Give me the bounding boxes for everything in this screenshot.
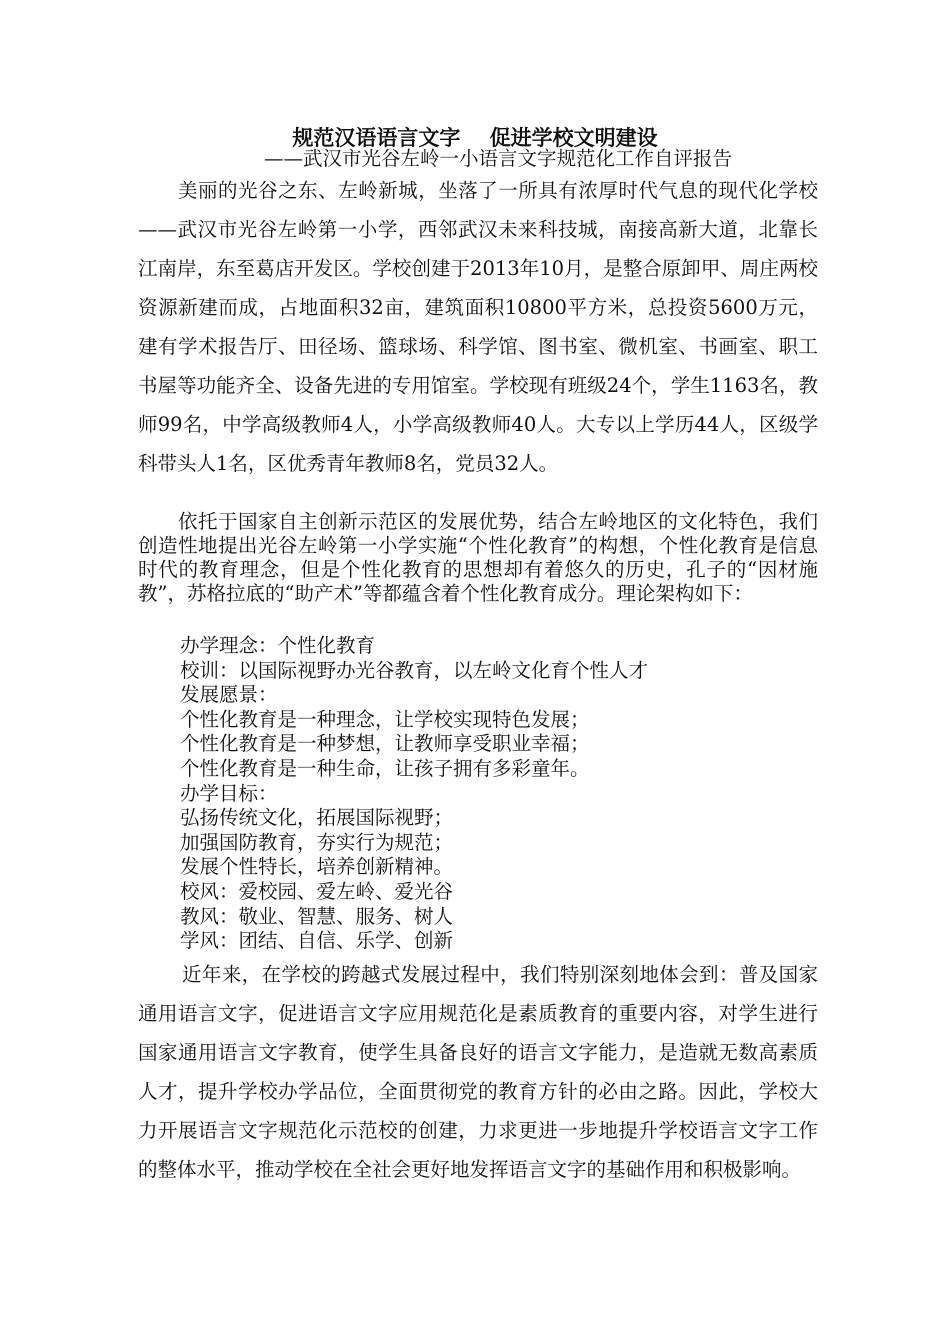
list-item: 校风：爱校园、爱左岭、爱光谷 (180, 879, 454, 903)
document-title: 规范汉语语言文字 促进学校文明建设 (292, 126, 658, 150)
document-subtitle: ——武汉市光谷左岭一小语言文字规范化工作自评报告 (264, 147, 733, 170)
list-item: 学风：团结、自信、乐学、创新 (180, 929, 454, 953)
list-item: 教风：敬业、智慧、服务、树人 (180, 904, 454, 928)
list-item: 个性化教育是一种理念，让学校实现特色发展； (180, 707, 590, 731)
list-item: 个性化教育是一种生命，让孩子拥有多彩童年。 (180, 756, 590, 780)
list-item: 弘扬传统文化，拓展国际视野； (180, 806, 454, 830)
list-item: 发展个性特长，培养创新精神。 (180, 855, 454, 879)
list-item: 办学理念：个性化教育 (180, 634, 376, 657)
paragraph-language-standardization: 近年来，在学校的跨越式发展过程中，我们特别深刻地体会到：普及国家通用语言文字，促进语言文字应用规范化是素质教育的重要内容，对学生进行国家通用语言文字教育，使学生具备良好的语言文字能力，是造就无数高素质人才，提升学校办学品位，全面贯彻党的教育方针的必由之路。因此，学校大力开展语言文字规范化示范校的创建，力求更进一步地提升学校语言文字工作的整体水平，推动学校在全社会更好地发挥语言文字的基础作用和积极影响。 (138, 963, 818, 1181)
list-item: 加强国防教育，夯实行为规范； (180, 830, 454, 854)
list-item: 校训：以国际视野办光谷教育，以左岭文化育个性人才 (180, 658, 649, 682)
paragraph-personalized-education: 依托于国家自主创新示范区的发展优势，结合左岭地区的文化特色，我们创造性地提出光谷左岭第一小学实施“个性化教育”的构想，个性化教育是信息时代的教育理念，但是个性化教育的思想却有着悠久的历史，孔子的“因材施教”，苏格拉底的“助产术”等都蕴含着个性化教育成分。理论架构如下： (138, 510, 818, 605)
theory-framework-list (180, 634, 648, 954)
list-item: 办学目标： (180, 781, 278, 805)
list-item: 个性化教育是一种梦想，让教师享受职业幸福； (180, 732, 590, 756)
list-item: 发展愿景： (180, 683, 278, 707)
paragraph-school-intro: 美丽的光谷之东、左岭新城，坐落了一所具有浓厚时代气息的现代化学校——武汉市光谷左岭第一小学，西邻武汉未来科技城，南接高新大道，北靠长江南岸，东至葛店开发区。学校创建于2013年10月，是整合原卸甲、周庄两校资源新建而成，占地面积32亩，建筑面积10800平方米，总投资5600万元，建有学术报告厅、田径场、篮球场、科学馆、图书室、微机室、书画室、职工书屋等功能齐全、设备先进的专用馆室。学校现有班级24个，学生1163名，教师99名，中学高级教师4人，小学高级教师40人。大专以上学历44人，区级学科带头人1名，区优秀青年教师8名，党员32人。 (138, 179, 818, 475)
